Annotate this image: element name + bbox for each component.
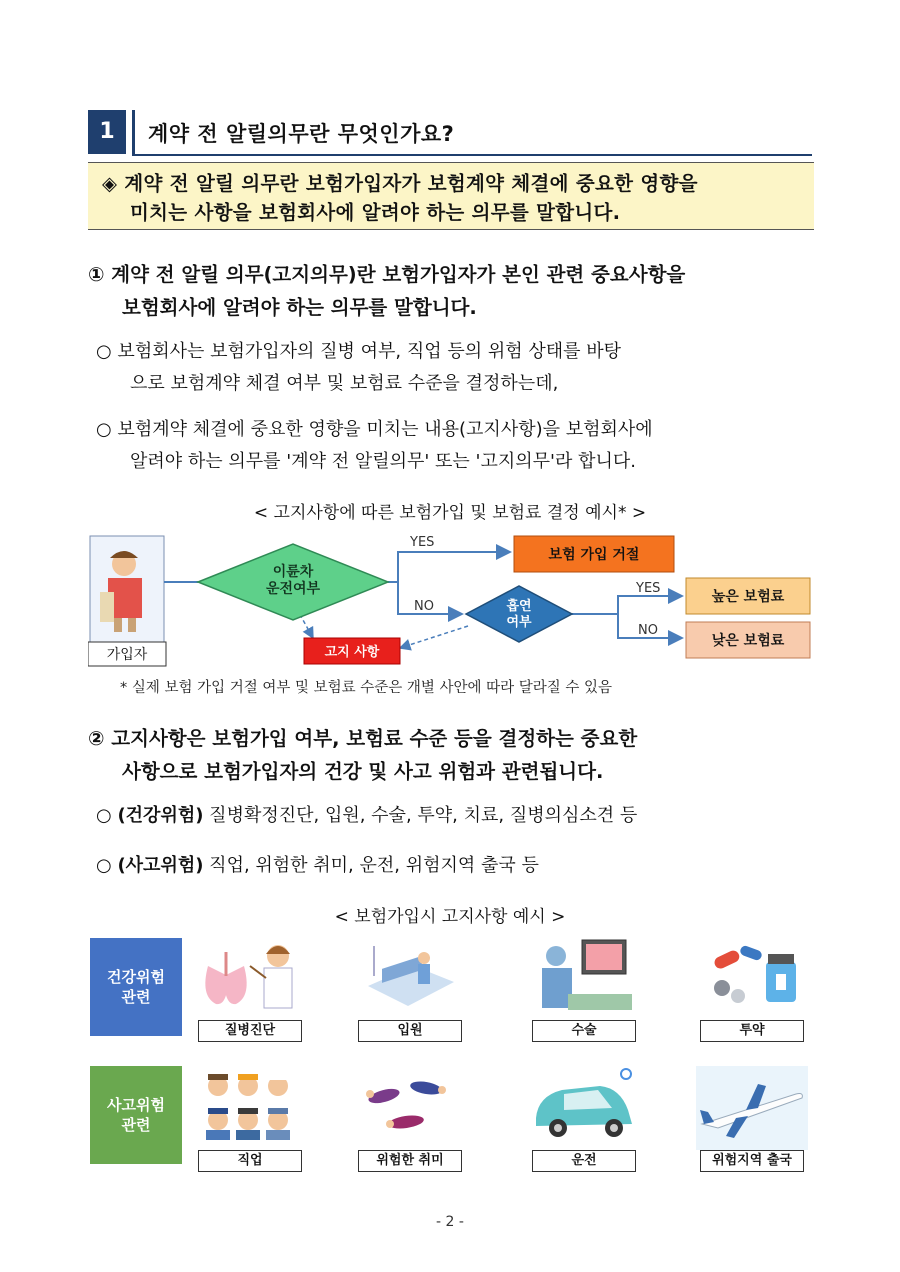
grid-caption: < 보험가입시 고지사항 예시 > [334, 907, 566, 927]
bullet-2 [96, 414, 816, 478]
yes-label-1: YES [410, 535, 435, 550]
bullet-mark: ○ [96, 805, 118, 826]
example-label: 수술 [532, 1020, 636, 1042]
item-1-line-1: ① 계약 전 알릴 의무(고지의무)란 보험가입자가 본인 관련 중요사항을 [88, 263, 686, 286]
yes-label-2: YES [636, 581, 661, 596]
page-number: - 2 - [436, 1214, 464, 1230]
health-tag: (건강위험) [117, 805, 204, 826]
item-2 [88, 722, 818, 788]
decision1-line2: 운전여부 [265, 581, 321, 597]
example-label: 질병진단 [198, 1020, 302, 1042]
example-label: 투약 [700, 1020, 804, 1042]
bullet-1-line-2: 으로 보험계약 체결 여부 및 보험료 수준을 결정하는데, [130, 373, 559, 394]
section-heading [88, 110, 812, 154]
summary-line-1: ◈ 계약 전 알릴 의무란 보험가입자가 보험계약 체결에 중요한 영향을 [102, 172, 698, 195]
example-driving [528, 1066, 640, 1172]
lungs-doctor-icon [194, 936, 306, 1020]
subscriber-figure [88, 536, 166, 666]
flow-footnote: * 실제 보험 가입 거절 여부 및 보험료 수준은 개별 사안에 따라 달라질 수 있음 [120, 680, 612, 696]
skydiving-icon [354, 1066, 466, 1150]
summary-line-2: 미치는 사항을 보험회사에 알려야 하는 의무를 말합니다. [130, 201, 621, 224]
example-diagnosis [194, 936, 306, 1042]
item-2-line-1: ② 고지사항은 보험가입 여부, 보험료 수준 등을 결정하는 중요한 [88, 727, 638, 750]
item-1 [88, 258, 818, 324]
section-number: 1 [88, 110, 126, 154]
item-1-line-2: 보험회사에 알려야 하는 의무를 말합니다. [122, 296, 477, 319]
example-hospitalization [354, 936, 466, 1042]
item-2-line-2: 사항으로 보험가입자의 건강 및 사고 위험과 관련됩니다. [122, 760, 604, 783]
low-premium-label: 낮은 보험료 [711, 633, 785, 649]
airplane-icon [696, 1066, 808, 1150]
section-divider [132, 110, 135, 154]
accident-tag: (사고위험) [117, 855, 204, 876]
example-label: 운전 [532, 1150, 636, 1172]
no-label-1: NO [414, 599, 434, 614]
section-title: 계약 전 알릴의무란 무엇인가요? [148, 122, 455, 146]
decision1-line1: 이륜차 [272, 564, 314, 580]
workers-icon [194, 1066, 306, 1150]
car-icon [528, 1066, 640, 1150]
health-category-label: 건강위험 관련 [107, 968, 165, 1006]
decision-smoking [466, 586, 572, 642]
bullet-1 [96, 336, 816, 400]
section-underline [132, 154, 812, 156]
decision2-line1: 흡연 [506, 599, 532, 614]
accident-text: 직업, 위험한 취미, 운전, 위험지역 출국 등 [203, 855, 539, 876]
example-label: 직업 [198, 1150, 302, 1172]
high-premium-label: 높은 보험료 [711, 589, 785, 605]
subscriber-label: 가입자 [106, 647, 148, 663]
surgery-icon [528, 936, 640, 1020]
example-occupation [194, 1066, 306, 1172]
examples-grid [88, 936, 814, 1176]
bullet-mark: ○ [96, 855, 118, 876]
accident-category [90, 1066, 182, 1164]
bullet-2-line-2: 알려야 하는 의무를 '계약 전 알릴의무' 또는 '고지의무'라 합니다. [130, 451, 636, 472]
flow-caption: < 고지사항에 따른 보험가입 및 보험료 결정 예시* > [253, 503, 647, 523]
bullet-accident [96, 850, 816, 882]
example-medication [696, 936, 808, 1042]
pills-icon [696, 936, 808, 1020]
disclosure-label: 고지 사항 [324, 645, 380, 660]
accident-category-label: 사고위험 관련 [107, 1096, 165, 1134]
decision2-line2: 여부 [506, 615, 532, 630]
example-label: 위험지역 출국 [700, 1150, 804, 1172]
bullet-2-line-1: ○ 보험계약 체결에 중요한 영향을 미치는 내용(고지사항)을 보험회사에 [96, 419, 653, 440]
summary-box [88, 162, 814, 230]
example-surgery [528, 936, 640, 1042]
example-label: 입원 [358, 1020, 462, 1042]
example-label: 위험한 취미 [358, 1150, 462, 1172]
health-text: 질병확정진단, 입원, 수술, 투약, 치료, 질병의심소견 등 [203, 805, 638, 826]
hospital-bed-icon [354, 936, 466, 1020]
bullet-health [96, 800, 816, 832]
example-dangerous-hobby [354, 1066, 466, 1172]
decision-flowchart [88, 530, 814, 668]
reject-label: 보험 가입 거절 [548, 547, 640, 563]
bullet-1-line-1: ○ 보험회사는 보험가입자의 질병 여부, 직업 등의 위험 상태를 바탕 [96, 341, 622, 362]
health-category [90, 938, 182, 1036]
example-overseas-travel [696, 1066, 808, 1172]
no-label-2: NO [638, 623, 658, 638]
